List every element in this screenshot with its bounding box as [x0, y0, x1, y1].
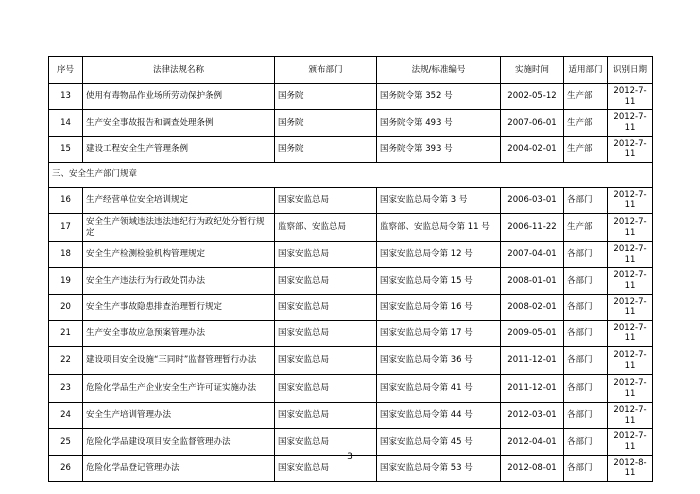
table-row — [49, 242, 653, 268]
cell-ident: 2012-7-11 — [608, 214, 653, 242]
cell-apply: 各部门 — [564, 375, 608, 403]
cell-name: 安全生产培训管理办法 — [83, 403, 275, 429]
table-header-row — [49, 57, 653, 84]
cell-code: 国家安监总局令第 17 号 — [377, 320, 501, 346]
cell-effective: 2009-05-01 — [501, 320, 564, 346]
column-header-apply: 适用部门 — [564, 57, 608, 84]
cell-name: 安全生产违法行为行政处罚办法 — [83, 268, 275, 294]
cell-name: 建设工程安全生产管理条例 — [83, 136, 275, 162]
cell-no: 16 — [49, 187, 83, 213]
cell-name: 安全生产事故隐患排查治理暂行规定 — [83, 294, 275, 320]
cell-dept: 国家安监总局 — [275, 187, 377, 213]
cell-effective: 2012-08-01 — [501, 455, 564, 481]
cell-name: 生产安全事故应急预案管理办法 — [83, 320, 275, 346]
cell-apply: 各部门 — [564, 403, 608, 429]
cell-apply: 各部门 — [564, 187, 608, 213]
cell-effective: 2006-03-01 — [501, 187, 564, 213]
cell-dept: 国家安监总局 — [275, 375, 377, 403]
cell-dept: 国家安监总局 — [275, 294, 377, 320]
cell-apply: 生产部 — [564, 136, 608, 162]
cell-code: 国务院令第 352 号 — [377, 84, 501, 110]
cell-code: 监察部、安监总局令第 11 号 — [377, 214, 501, 242]
page-number: 3 — [347, 452, 353, 462]
cell-no: 23 — [49, 375, 83, 403]
cell-apply: 各部门 — [564, 429, 608, 455]
column-header-no: 序号 — [49, 57, 83, 84]
cell-apply: 各部门 — [564, 347, 608, 375]
cell-ident: 2012-7-11 — [608, 403, 653, 429]
cell-effective: 2012-04-01 — [501, 429, 564, 455]
cell-dept: 国家安监总局 — [275, 268, 377, 294]
regulations-table-container — [48, 56, 652, 482]
cell-no: 22 — [49, 347, 83, 375]
table-row — [49, 268, 653, 294]
cell-apply: 各部门 — [564, 268, 608, 294]
cell-name: 安全生产检测检验机构管理规定 — [83, 242, 275, 268]
cell-apply: 各部门 — [564, 455, 608, 481]
cell-effective: 2007-06-01 — [501, 110, 564, 136]
column-header-effective: 实施时间 — [501, 57, 564, 84]
table-body — [49, 84, 653, 482]
table-row — [49, 347, 653, 375]
table-row — [49, 110, 653, 136]
table-row — [49, 84, 653, 110]
table-section-row — [49, 162, 653, 187]
cell-effective: 2002-05-12 — [501, 84, 564, 110]
cell-no: 13 — [49, 84, 83, 110]
table-header — [49, 57, 653, 84]
cell-no: 26 — [49, 455, 83, 481]
cell-effective: 2012-03-01 — [501, 403, 564, 429]
cell-code: 国务院令第 393 号 — [377, 136, 501, 162]
cell-dept: 国务院 — [275, 136, 377, 162]
cell-ident: 2012-7-11 — [608, 320, 653, 346]
cell-no: 19 — [49, 268, 83, 294]
cell-code: 国家安监总局令第 44 号 — [377, 403, 501, 429]
cell-effective: 2006-11-22 — [501, 214, 564, 242]
cell-ident: 2012-7-11 — [608, 187, 653, 213]
column-header-ident: 识别日期 — [608, 57, 653, 84]
table-row — [49, 294, 653, 320]
cell-name: 使用有毒物品作业场所劳动保护条例 — [83, 84, 275, 110]
cell-code: 国家安监总局令第 45 号 — [377, 429, 501, 455]
cell-apply: 生产部 — [564, 84, 608, 110]
cell-ident: 2012-7-11 — [608, 429, 653, 455]
cell-code: 国家安监总局令第 41 号 — [377, 375, 501, 403]
cell-apply: 生产部 — [564, 110, 608, 136]
cell-dept: 国务院 — [275, 110, 377, 136]
cell-ident: 2012-7-11 — [608, 242, 653, 268]
cell-no: 17 — [49, 214, 83, 242]
cell-code: 国家安监总局令第 3 号 — [377, 187, 501, 213]
cell-effective: 2008-01-01 — [501, 268, 564, 294]
cell-code: 国务院令第 493 号 — [377, 110, 501, 136]
cell-ident: 2012-7-11 — [608, 294, 653, 320]
cell-name: 危险化学品建设项目安全监督管理办法 — [83, 429, 275, 455]
section-title: 三、安全生产部门规章 — [49, 162, 653, 187]
column-header-dept: 颁布部门 — [275, 57, 377, 84]
cell-no: 21 — [49, 320, 83, 346]
cell-apply: 各部门 — [564, 320, 608, 346]
cell-code: 国家安监总局令第 16 号 — [377, 294, 501, 320]
cell-name: 生产安全事故报告和调查处理条例 — [83, 110, 275, 136]
cell-ident: 2012-7-11 — [608, 84, 653, 110]
cell-name: 生产经营单位安全培训规定 — [83, 187, 275, 213]
cell-ident: 2012-7-11 — [608, 347, 653, 375]
cell-no: 14 — [49, 110, 83, 136]
cell-ident: 2012-7-11 — [608, 136, 653, 162]
cell-apply: 各部门 — [564, 294, 608, 320]
cell-no: 15 — [49, 136, 83, 162]
cell-effective: 2004-02-01 — [501, 136, 564, 162]
cell-dept: 国家安监总局 — [275, 455, 377, 481]
cell-effective: 2008-02-01 — [501, 294, 564, 320]
cell-dept: 国家安监总局 — [275, 403, 377, 429]
cell-dept: 国家安监总局 — [275, 242, 377, 268]
cell-dept: 国家安监总局 — [275, 347, 377, 375]
table-row — [49, 320, 653, 346]
cell-dept: 国务院 — [275, 84, 377, 110]
cell-dept: 国家安监总局 — [275, 429, 377, 455]
cell-name: 安全生产领域违法违法违纪行为政纪处分暂行规定 — [83, 214, 275, 242]
cell-code: 国家安监总局令第 36 号 — [377, 347, 501, 375]
cell-code: 国家安监总局令第 15 号 — [377, 268, 501, 294]
cell-dept: 国家安监总局 — [275, 320, 377, 346]
cell-no: 24 — [49, 403, 83, 429]
column-header-name: 法律法规名称 — [83, 57, 275, 84]
cell-ident: 2012-7-11 — [608, 110, 653, 136]
cell-apply: 各部门 — [564, 242, 608, 268]
column-header-code: 法规/标准编号 — [377, 57, 501, 84]
table-row — [49, 214, 653, 242]
cell-ident: 2012-8-11 — [608, 455, 653, 481]
cell-effective: 2011-12-01 — [501, 375, 564, 403]
cell-ident: 2012-7-11 — [608, 375, 653, 403]
cell-ident: 2012-7-11 — [608, 268, 653, 294]
table-row — [49, 136, 653, 162]
cell-name: 建设项目安全设施“三同时”监督管理暂行办法 — [83, 347, 275, 375]
cell-dept: 监察部、安监总局 — [275, 214, 377, 242]
regulations-table — [48, 56, 653, 482]
cell-apply: 生产部 — [564, 214, 608, 242]
table-row — [49, 187, 653, 213]
cell-name: 危险化学品登记管理办法 — [83, 455, 275, 481]
table-row — [49, 403, 653, 429]
cell-no: 18 — [49, 242, 83, 268]
cell-no: 20 — [49, 294, 83, 320]
cell-effective: 2007-04-01 — [501, 242, 564, 268]
table-row — [49, 375, 653, 403]
cell-code: 国家安监总局令第 53 号 — [377, 455, 501, 481]
cell-no: 25 — [49, 429, 83, 455]
cell-effective: 2011-12-01 — [501, 347, 564, 375]
cell-name: 危险化学品生产企业安全生产许可证实施办法 — [83, 375, 275, 403]
cell-code: 国家安监总局令第 12 号 — [377, 242, 501, 268]
